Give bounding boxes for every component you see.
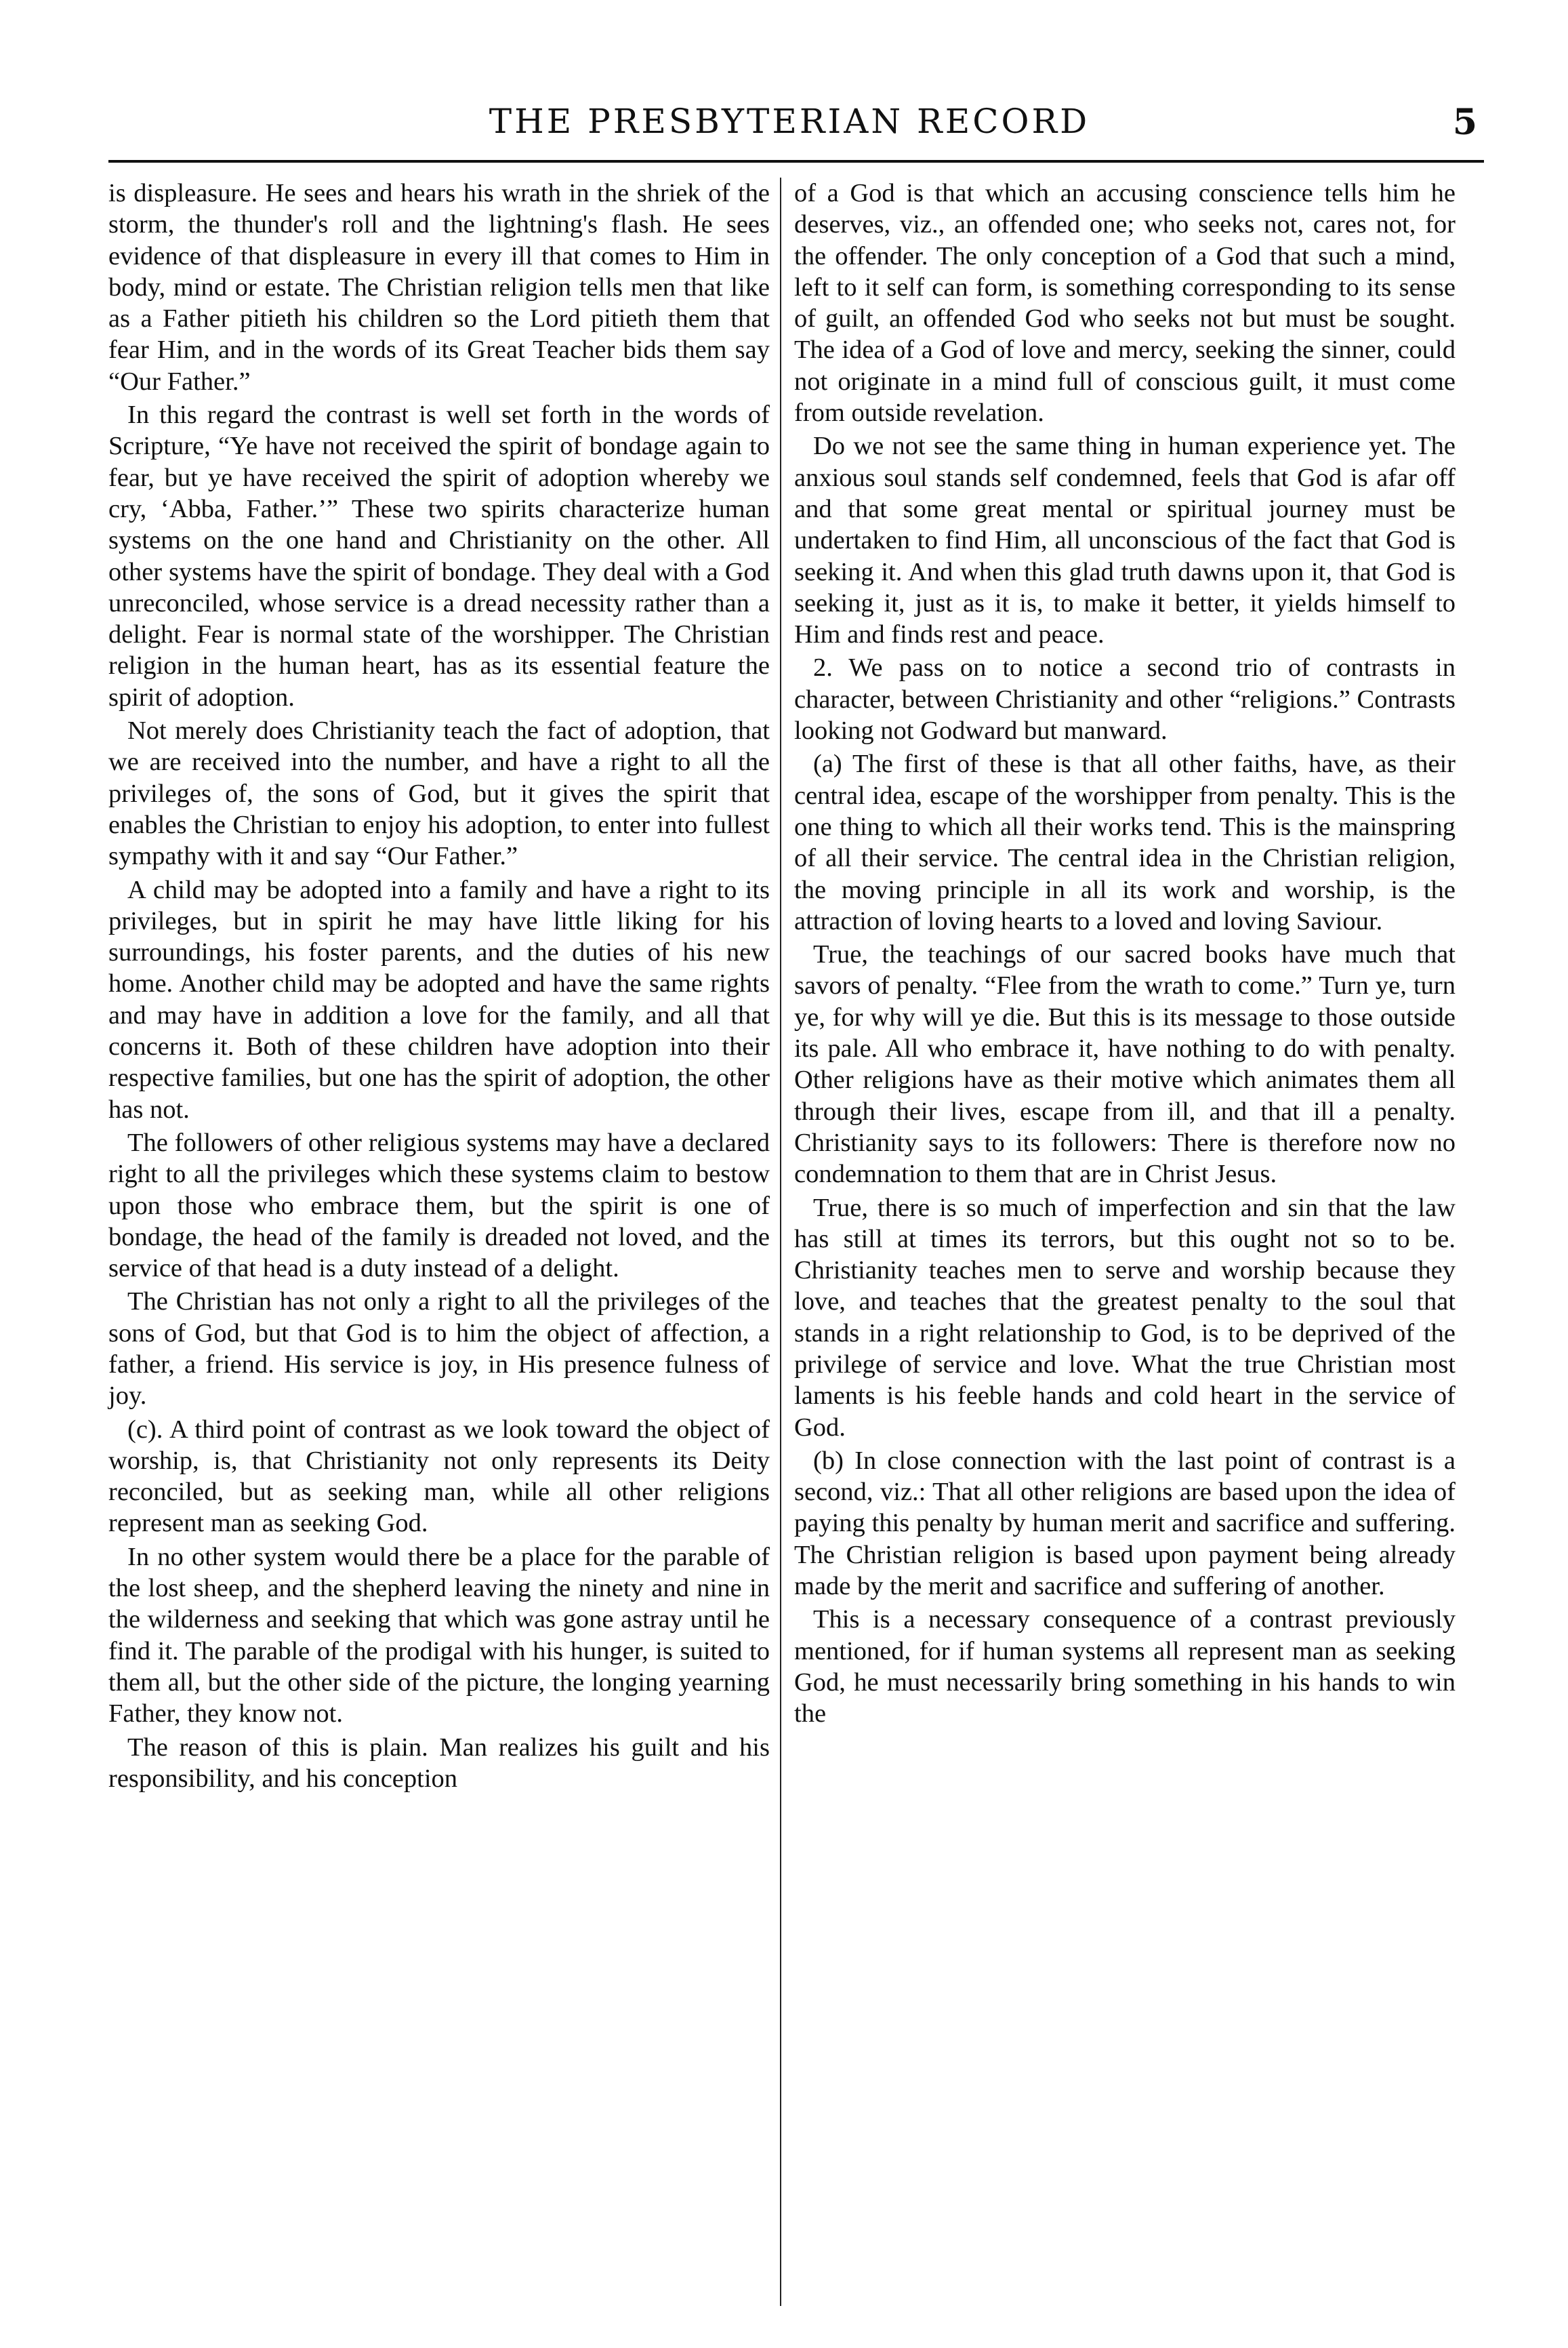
paragraph: (b) In close connection with the last point of contrast is a second, viz.: That all other religions are based upon the idea of paying this penalty by human merit and sacrifice and suffering. The Christian religion is based upon payment being already made by the merit and sacrifice and suffering of another. bbox=[794, 1446, 1456, 1601]
page-number: 5 bbox=[1452, 102, 1477, 143]
page-header bbox=[102, 95, 1477, 142]
paragraph: In this regard the contrast is well set forth in the words of Scripture, “Ye have not received the spirit of bondage again to fear, but ye have received the spirit of adoption whereby we cry, ‘Abba, Father.’” These two spirits characterize human systems on the one hand and Christianity on the other. All other systems have the spirit of bondage. They deal with a God unreconciled, whose service is a dread necessity rather than a delight. Fear is normal state of the worshipper. The Christian religion in the human heart, has as its essential feature the spirit of adoption. bbox=[108, 401, 770, 712]
paragraph: The reason of this is plain. Man realizes his guilt and his responsibility, and his conception bbox=[108, 1733, 770, 1793]
publication-title: THE PRESBYTERIAN RECORD bbox=[489, 102, 1090, 141]
paragraph: A child may be adopted into a family and have a right to its privileges, but in spirit he may have little liking for his surroundings, his foster parents, and the duties of his new home. Another child may be adopted and have the same rights and may have in addition a love for the family, and all that concerns it. Both of these children have adoption into their respective families, but one has the spirit of adoption, the other has not. bbox=[108, 875, 770, 1124]
paragraph: (c). A third point of contrast as we look toward the object of worship, is, that Christianity not only represents its Deity reconciled, but as seeking man, while all other religions represent man as seeking God. bbox=[108, 1415, 770, 1538]
paragraph: The Christian has not only a right to all the privileges of the sons of God, but that God is to him the object of affection, a father, a friend. His service is joy, in His presence fulness of joy. bbox=[108, 1287, 770, 1411]
paragraph: True, the teachings of our sacred books have much that savors of penalty. “Flee from the wrath to come.” Turn ye, turn ye, for why will ye die. But this is its message to those outside its pale. All who embrace it, have nothing to do with penalty. Other religions have as their motive which animates them all through their lives, escape from ill, and that ill a penalty. Christianity says to its followers: There is therefore now no condemnation to them that are in Christ Jesus. bbox=[794, 940, 1456, 1189]
paragraph: is displeasure. He sees and hears his wrath in the shriek of the storm, the thunder's roll and the lightning's flash. He sees evidence of that displeasure in every ill that comes to Him in body, mind or estate. The Christian religion tells men that like as a Father pitieth his children so the Lord pitieth them that fear Him, and in the words of its Great Teacher bids them say “Our Father.” bbox=[108, 179, 770, 396]
header-rule bbox=[108, 160, 1484, 163]
right-column bbox=[794, 178, 1456, 1730]
paragraph: In no other system would there be a place for the parable of the lost sheep, and the shepherd leaving the ninety and nine in the wilderness and seeking that which was gone astray until he find it. The parable of the prodigal with his hunger, is suited to them all, but the other side of the picture, the longing yearning Father, they know not. bbox=[108, 1542, 770, 1728]
paragraph: This is a necessary consequence of a contrast previously mentioned, for if human systems all represent man as seeking God, he must necessarily bring something in his hands to win the bbox=[794, 1605, 1456, 1728]
paragraph: of a God is that which an accusing conscience tells him he deserves, viz., an offended one; who seeks not, cares not, for the offender. The only conception of a God that such a mind, left to it self can form, is something corresponding to its sense of guilt, an offended God who seeks not but must be sought. The idea of a God of love and mercy, seeking the sinner, could not originate in a mind full of conscious guilt, it must come from outside revelation. bbox=[794, 179, 1456, 428]
paragraph: Do we not see the same thing in human experience yet. The anxious soul stands self condemned, feels that God is afar off and that some great mental or spiritual journey must be undertaken to find Him, all unconscious of the fact that God is seeking it. And when this glad truth dawns upon it, that God is seeking it, just as it is, to make it better, it yields himself to Him and finds rest and peace. bbox=[794, 432, 1456, 649]
paragraph: (a) The first of these is that all other faiths, have, as their central idea, escape of the worshipper from penalty. This is the one thing to which all their works tend. This is the mainspring of all their service. The central idea in the Christian religion, the moving principle in all its work and worship, is the attraction of loving hearts to a loved and loving Saviour. bbox=[794, 750, 1456, 935]
paragraph: Not merely does Christianity teach the fact of adoption, that we are received into the number, and have a right to all the privileges of, the sons of God, but it gives the spirit that enables the Christian to enjoy his adoption, to enter into fullest sympathy with it and say “Our Father.” bbox=[108, 716, 770, 871]
column-divider bbox=[780, 178, 781, 2306]
paragraph: 2. We pass on to notice a second trio of contrasts in character, between Christianity and other “religions.” Contrasts looking not Godward but manward. bbox=[794, 653, 1456, 746]
paragraph: True, there is so much of imperfection and sin that the law has still at times its terrors, but this ought not so to be. Christianity teaches men to serve and worship because they love, and teaches that the greatest penalty to the soul that stands in a right relationship to God, is to be deprived of the privilege of service and love. What the true Christian most laments is his feeble hands and cold heart in the service of God. bbox=[794, 1193, 1456, 1442]
left-column bbox=[108, 178, 770, 1794]
paragraph: The followers of other religious systems may have a declared right to all the privileges which these systems claim to bestow upon those who embrace them, but the spirit is one of bondage, the head of the family is dreaded not loved, and the service of that head is a duty instead of a delight. bbox=[108, 1128, 770, 1283]
